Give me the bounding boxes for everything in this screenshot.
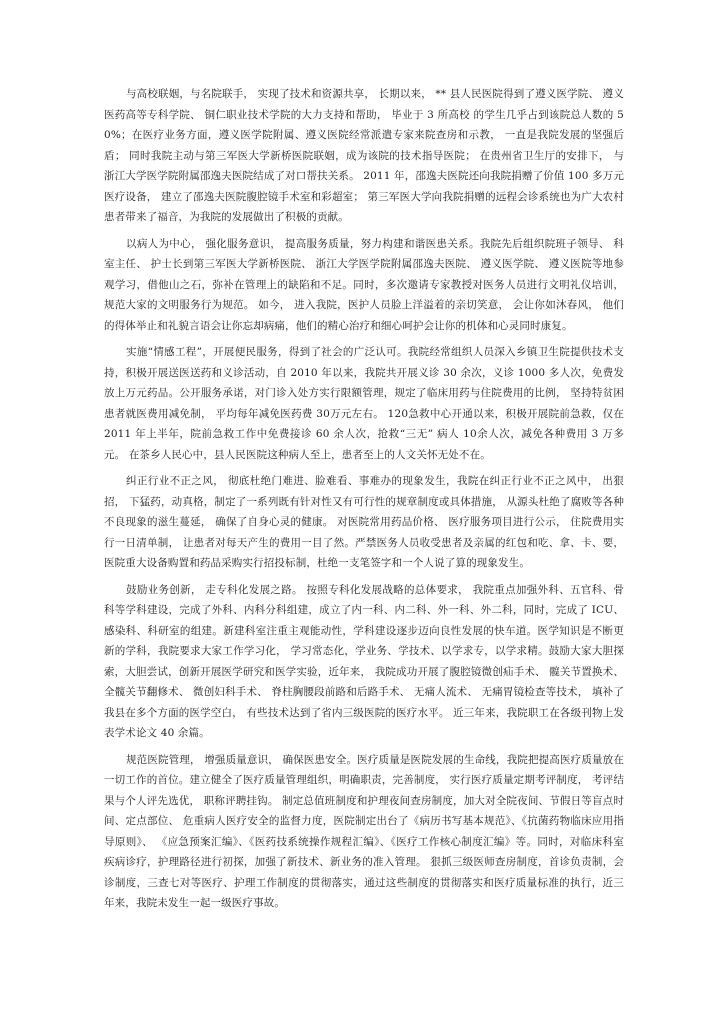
paragraph-patient-centered-service: 以病人为中心， 强化服务意识， 提高服务质量，努力构建和谐医患关系。我院先后组织院班子领导、 科室主任、 护士长到第三军医大学新桥医院、 浙江大学医学院附属邵逸夫医院、 遵义医学院、 遵义医院等地参观学习，借他山之石，弥补在管理上的缺陷和不足。同时，多次邀请专家教授对医务人员进行文明礼仪培训， 规范大家的文明服务行为规范。 如今， 进入我院，医护人员脸上洋溢着的亲切笑意， 会让你如沐春风， 他们的得体举止和礼貌言语会让你忘却病痛，他们的精心治疗和细心呵护会让你的机体和心灵同时康复。	[104, 237, 624, 332]
paragraph-rectify-misconduct: 纠正行业不正之风， 彻底杜绝门难进、脸难看、事难办的现象发生，我院在纠正行业不正之风中， 出狠招， 下猛药，动真格，制定了一系列既有针对性又有可行性的规章制度或具体措施， 从源头杜绝了腐败等各种不良现象的滋生蔓延， 确保了自身心灵的健康。 对医院常用药品价格、 医疗服务项目进行公示， 住院费用实行一日清单制， 让患者对每天产生的费用一目了然。严禁医务人员收受患者及亲属的红包和吃、拿、卡、要，医院重大设备购置和药品采购实行招投标制，杜绝一支笔签字和一个人说了算的现象发生。	[104, 475, 624, 569]
paragraph-academic-cooperation: 与高校联姻，与名院联手， 实现了技术和资源共享， 长期以来， ** 县人民医院得到了遵义医学院、 遵义医药高等专科学院、 铜仁职业技术学院的大力支持和帮助， 毕业于 3 所高校 的学生几乎占到该院总人数的 50%；在医疗业务方面，遵义医学院附属、遵义医院经常派遣专家来院查房和示教， 一直是我院发展的坚强后盾； 同时我院主动与第三军医大学新桥医院联姻，成为该院的技术指导医院； 在贵州省卫生厅的安排下， 与浙江大学医学院附属邵逸夫医院结成了对口帮扶关系。 2011 年，邵逸夫医院还向我院捐赠了价值 100 多万元医疗设备， 建立了邵逸夫医院腹腔镜手术室和彩超室； 第三军医大学向我院捐赠的远程会诊系统也为广大农村患者带来了福音，为我院的发展做出了积极的贡献。	[104, 88, 624, 223]
paragraph-business-innovation: 鼓励业务创新， 走专科化发展之路。 按照专科化发展战略的总体要求， 我院重点加强外科、五官科、骨科等学科建设，完成了外科、内科分科组建，成立了内一科、内二科、外一科、外二科，同时，完成了 ICU、感染科、科研室的组建。新建科室注重主观能动性，学科建设逐步迈向良性发展的快车道。医学知识是不断更新的学科，我院要求大家工作学习化， 学习常态化，学业务、学技术、以学求专，以学求精。鼓励大家大胆探索，大胆尝试，创新开展医学研究和医学实验，近年来， 我院成功开展了腹腔镜微创疝手术、 髋关节置换术、全髋关节翻修术、 微创妇科手术、 脊柱胸腰段前路和后路手术、 无痛人流术、 无痛胃镜检查等技术， 填补了我县在多个方面的医学空白， 有些技术达到了省内三级医院的医疗水平。 近三年来，我院职工在各级刊物上发表学术论文 40 余篇。	[104, 583, 624, 739]
paragraph-hospital-management: 规范医院管理， 增强质量意识， 确保医患安全。医疗质量是医院发展的生命线，我院把提高医疗质量放在一切工作的首位。建立健全了医疗质量管理组织，明确职责，完善制度， 实行医疗质量定期考评制度， 考评结果与个人评先选优， 职称评聘挂钩。 制定总值班制度和护理夜间查房制度，加大对全院夜间、节假日等盲点时间、定点部位、 危重病人医疗安全的监督力度，医院制定出台了《病历书写基本规范》、《抗菌药物临床应用指导原则》、 《应急预案汇编》、《医药技系统操作规程汇编》、《医疗工作核心制度汇编》等。同时，对临床科室疾病诊疗，护理路径进行初探，加强了新技术、新业务的准入管理。 狠抓三级医师查房制度，首诊负责制，会诊制度，三查七对等医疗、护理工作制度的贯彻落实，通过这些制度的贯彻落实和医疗质量标准的执行，近三年来，我院未发生一起一级医疗事故。	[104, 753, 624, 909]
paragraph-emotional-engineering: 实施“情感工程”，开展便民服务，得到了社会的广泛认可。我院经常组织人员深入乡镇卫生院提供技术支持，积极开展送医送药和义诊活动，自 2010 年以来，我院共开展义诊 30 余次，义诊 1000 多人次，免费发放上万元药品。公开服务承诺，对门诊入处方实行限额管理，规定了临床用药与住院费用的比例， 坚持特贫困患者就医费用减免制， 平均每年减免医药费 30万元左右。 120急救中心开通以来，积极开展院前急救，仅在 2011 年上半年，院前急救工作中免费接诊 60 余人次，抢救“三无” 病人 10余人次，减免各种费用 3 万多元。 在茶乡人民心中，县人民医院这种病人至上，患者至上的人文关怀无处不在。	[104, 346, 624, 461]
